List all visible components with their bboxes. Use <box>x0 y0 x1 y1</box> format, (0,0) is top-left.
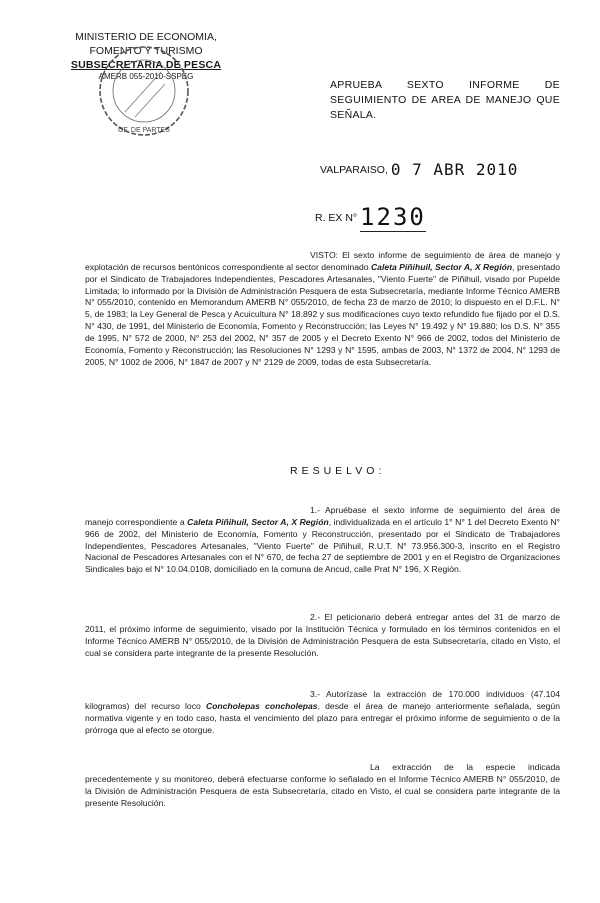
ministry-line-1: MINISTERIO DE ECONOMIA, <box>75 31 217 43</box>
office-stamp <box>95 42 193 140</box>
item-4-text: La extracción de la especie indicada precedentemente y su monitoreo, deberá efectuarse conforme lo señalado en el Informe Técnico AMERB N° 055/2010, de la División de Administración Pesquera de esta Subsecretaría, citado en Visto, el cual se considera parte integrante de la presente Resolución. <box>85 762 560 808</box>
city-label: VALPARAISO, <box>320 164 388 176</box>
item-3-species: Concholepas concholepas <box>205 700 318 711</box>
item-2-text: 2.- El peticionario deberá entregar antes del 31 de marzo de 2011, el próximo informe de seguimiento, visado por la Institución Técnica y formulado en los términos contenidos en el Informe Técnico AMERB N° 055/2010, de la División de Administración Pesquera de esta Subsecretaría, citado en Visto, el cual se considera parte integrante de la presente Resolución. <box>85 612 560 658</box>
resolution-number-label: R. EX N° <box>315 212 358 224</box>
item-1-sector: Caleta Piñihuil, Sector A, X Región <box>187 516 329 527</box>
item-3-lead: 3.- Autorízase la extracción de 170.000 individuos (47.104 kilogramos) del recurso loco <box>85 689 560 711</box>
document-reference: AMERB 055-2010-SSPEG <box>98 72 194 81</box>
ministry-line-2: FOMENTO Y TURISMO <box>89 45 203 57</box>
item-2-paragraph <box>85 612 560 659</box>
item-3-paragraph <box>85 689 560 736</box>
visto-lead: VISTO: <box>310 250 339 260</box>
visto-sector: Caleta Piñihuil, Sector A, X Región <box>370 261 513 272</box>
resolution-number: 1230 <box>360 203 426 231</box>
resolution-title: APRUEBA SEXTO INFORME DE SEGUIMIENTO DE AREA DE MANEJO QUE SEÑALA. <box>330 79 560 121</box>
item-1-lead: 1.- Apruébase el sexto informe de seguimiento del área de manejo correspondiente a <box>85 505 560 527</box>
visto-text-1: El sexto informe de seguimiento de área de manejo y explotación de recursos bentónicos correspondiente al sector denominado <box>85 250 560 272</box>
resolution-number-line <box>315 203 426 231</box>
date-line <box>320 160 518 179</box>
item-1-text: , individualizada en el artículo 1° N° 1 del Decreto Exento N° 966 de 2002, del Ministerio de Economía, Fomento y Reconstrucción, presentado por el Sindicato de Trabajadores Independientes, Pescadores Artesanales, "Viento Fuerte" de Piñihuil, R.U.T. N° 73.956.300-3, inscrito en el Registro Nacional de Pescadores Artesanales con el N° 670, de fecha 27 de septiembre de 2001 y en el Registro de Organizaciones Sindicales bajo el N° 10.04.0108, domiciliado en la comuna de Ancud, calle Prat N° 196, X Región. <box>85 516 560 575</box>
visto-paragraph <box>85 250 560 368</box>
visto-text-2: , presentado por el Sindicato de Trabajadores Independientes, Pescadores Artesanales, "Viento Fuerte" de Piñihuil, visado por Pupelde Limitada; lo informado por la División de Administración Pesquera de esta Subsecretaría, mediante Informe Técnico AMERB N° 055/2010, contenido en Memorandum AMERB N° 055/2010, de fecha 23 de marzo de 2010; lo dispuesto en el D.F.L. N° 5, de 1983; la Ley General de Pesca y Acuicultura N° 18.892 y sus modificaciones cuyo texto refundido fue fijado por el D.S. N° 430, de 1991, del Ministerio de Economía, Fomento y Reconstrucción; las Leyes N° 19.492 y N° 19.880; los D.S. N° 355 de 1995, N° 572 de 2000, N° 253 del 2002, N° 357 de 2005 y el Decreto Exento N° 966 de 2002, todos del Ministerio de Economía, Fomento y Reconstrucción; las Resoluciones N° 1293 y N° 1595, ambas de 2003, N° 1372 de 2004, N° 1293 de 2005, N° 1002 de 2006, N° 1847 de 2007 y N° 2129 de 2009, todas de esta Subsecretaría. <box>85 261 560 367</box>
stamp-text: OF. DE PARTES <box>118 127 170 134</box>
item-1-paragraph <box>85 505 560 576</box>
item-3-text: , desde el área de manejo anteriormente señalada, según normativa vigente y en todo caso, hasta el vencimiento del plazo para entregar el próximo informe de seguimiento o de la prórroga que al efecto se otorgue. <box>85 700 560 735</box>
item-4-paragraph <box>85 762 560 809</box>
resuelvo-heading: RESUELVO: <box>290 465 386 477</box>
handwritten-date: 0 7 ABR 2010 <box>390 160 519 179</box>
subsecretaria-name: SUBSECRETARIA DE PESCA <box>70 59 222 71</box>
